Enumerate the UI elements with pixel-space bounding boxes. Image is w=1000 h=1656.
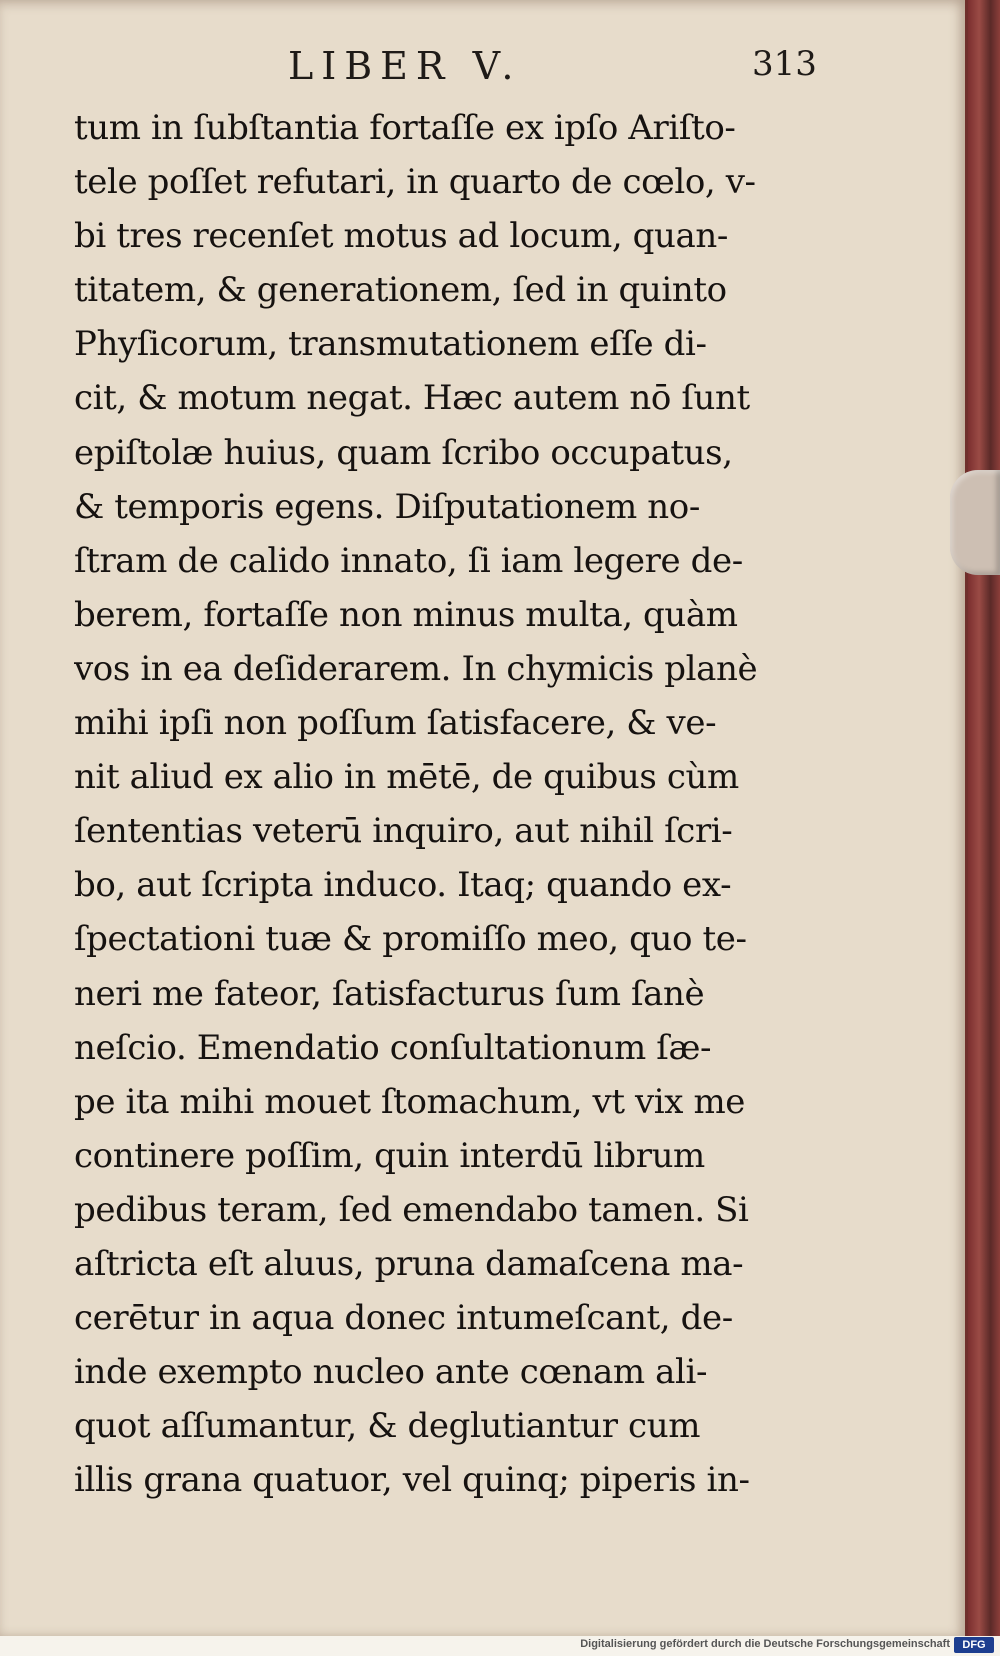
text-line: tele poſſet refutari, in quarto de cœlo, v- — [74, 162, 756, 203]
text-line: & temporis egens. Diſputationem no- — [74, 486, 700, 527]
text-line: tum in ſubſtantia fortaſſe ex ipſo Ariſto- — [74, 108, 736, 148]
running-head: LIBER V. — [288, 44, 522, 88]
text-line: continere poſſim, quin interdū librum — [74, 1135, 705, 1176]
body-text — [74, 101, 834, 1507]
digitization-credit: Digitalisierung gefördert durch die Deutsche Forschungsgemeinschaft — [580, 1638, 950, 1650]
text-line: bo, aut ſcripta induco. Itaq; quando ex- — [74, 865, 732, 906]
dfg-logo-icon: DFG — [954, 1637, 994, 1653]
text-line: berem, fortaſſe non minus multa, quàm — [74, 594, 738, 635]
text-line: neſcio. Emendatio conſultationum ſæ- — [74, 1027, 712, 1068]
text-line: ſpectationi tuæ & promiſſo meo, quo te- — [74, 919, 747, 960]
text-line: neri me fateor, ſatisfacturus ſum ſanè — [74, 973, 705, 1014]
text-line: ſtram de calido innato, ſi iam legere de- — [74, 540, 743, 581]
text-line: cit, & motum negat. Hæc autem nō ſunt — [74, 378, 750, 419]
text-line: titatem, & generationem, ſed in quinto — [74, 270, 727, 311]
text-line: nit aliud ex alio in mētē, de quibus cùm — [74, 757, 739, 798]
text-line: quot aſſumantur, & deglutiantur cum — [74, 1406, 701, 1447]
text-line: aſtricta eſt aluus, pruna damaſcena ma- — [74, 1243, 744, 1284]
text-line: inde exempto nucleo ante cœnam ali- — [74, 1352, 708, 1393]
page-edge — [968, 0, 1000, 1636]
text-line: pe ita mihi mouet ſtomachum, vt vix me — [74, 1081, 746, 1122]
page-header — [0, 44, 968, 94]
text-line: bi tres recenſet motus ad locum, quan- — [74, 216, 728, 257]
text-line: pedibus teram, ſed emendabo tamen. Si — [74, 1189, 749, 1230]
text-line: Phyſicorum, transmutationem eſſe di- — [74, 324, 707, 365]
text-line: mihi ipſi non poſſum ſatisfacere, & ve- — [74, 703, 717, 744]
text-line: ſententias veterū inquiro, aut nihil ſcri- — [74, 811, 733, 852]
text-line: epiſtolæ huius, quam ſcribo occupatus, — [74, 432, 733, 473]
book-clasp — [950, 470, 1000, 575]
text-line: cerētur in aqua donec intumeſcant, de- — [74, 1298, 733, 1339]
text-line: illis grana quatuor, vel quinq; piperis in- — [74, 1460, 750, 1501]
footer — [0, 1636, 1000, 1656]
page-number: 313 — [752, 44, 817, 84]
text-line: vos in ea deſiderarem. In chymicis planè — [74, 648, 758, 689]
